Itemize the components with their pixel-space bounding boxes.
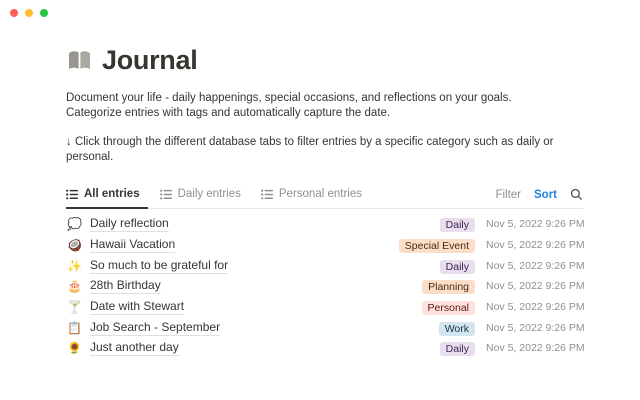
database-tabs [66, 188, 370, 208]
tab-personal-entries[interactable] [253, 188, 370, 209]
sort-button[interactable]: Sort [534, 188, 557, 201]
tag-pill[interactable]: Planning [422, 280, 475, 294]
entry-tag [422, 298, 475, 316]
entry-title[interactable]: Daily reflection [90, 216, 169, 231]
entry-date: Nov 5, 2022 9:26 PM [486, 259, 585, 272]
page-header [66, 45, 583, 76]
list-view-icon [160, 189, 172, 200]
entry-date: Nov 5, 2022 9:26 PM [486, 321, 585, 334]
entry-date: Nov 5, 2022 9:26 PM [486, 239, 585, 252]
tag-pill[interactable]: Special Event [399, 239, 475, 253]
list-view-icon [261, 189, 273, 200]
entries-list [66, 214, 583, 359]
entry-title[interactable]: 28th Birthday [90, 278, 161, 293]
close-window-button[interactable] [10, 9, 18, 17]
page-hint: ↓ Click through the different database tabs to filter entries by a specific category such as daily or personal. [66, 136, 554, 163]
entry-date: Nov 5, 2022 9:26 PM [486, 218, 585, 231]
open-book-icon[interactable] [66, 49, 93, 73]
page-description [66, 91, 583, 121]
entry-row[interactable] [66, 297, 583, 318]
entry-tag [440, 257, 475, 275]
entry-title[interactable]: Just another day [90, 340, 179, 355]
entry-date: Nov 5, 2022 9:26 PM [486, 301, 585, 314]
database-toolbar [495, 188, 583, 208]
entry-row[interactable] [66, 214, 583, 235]
tab-all-entries[interactable] [66, 188, 148, 209]
tag-pill[interactable]: Daily [440, 342, 475, 356]
filter-button[interactable]: Filter [495, 188, 521, 201]
tab-daily-entries[interactable] [152, 188, 249, 209]
entry-tag [440, 215, 475, 233]
entry-emoji-icon: 🌻 [67, 341, 82, 356]
entry-emoji-icon: 📋 [67, 320, 82, 335]
entry-row[interactable] [66, 255, 583, 276]
tab-label: Daily entries [177, 188, 241, 200]
description-line-2: Categorize entries with tags and automatically capture the date. [66, 107, 391, 119]
entry-emoji-icon: 🍸 [67, 300, 82, 315]
database-tabbar [66, 182, 583, 209]
entry-tag [422, 277, 475, 295]
tab-label: Personal entries [278, 188, 362, 200]
tag-pill[interactable]: Daily [440, 218, 475, 232]
description-line-1: Document your life - daily happenings, special occasions, and reflections on your goals. [66, 92, 512, 104]
entry-title[interactable]: Date with Stewart [90, 299, 185, 314]
entry-row[interactable] [66, 235, 583, 256]
tag-pill[interactable]: Daily [440, 260, 475, 274]
entry-tag [440, 339, 475, 357]
entry-date: Nov 5, 2022 9:26 PM [486, 280, 585, 293]
window-traffic-lights [10, 9, 48, 17]
entry-title[interactable]: So much to be grateful for [90, 257, 229, 272]
entry-title[interactable]: Job Search - September [90, 319, 221, 334]
page-title: Journal [102, 45, 198, 75]
tab-label: All entries [84, 188, 140, 200]
entry-row[interactable] [66, 276, 583, 297]
entry-row[interactable] [66, 338, 583, 359]
entry-emoji-icon: 🎂 [67, 279, 82, 294]
entry-emoji-icon: 🥥 [67, 238, 82, 253]
search-icon[interactable] [570, 188, 583, 201]
zoom-window-button[interactable] [40, 9, 48, 17]
entry-tag [399, 236, 475, 254]
entry-date: Nov 5, 2022 9:26 PM [486, 342, 585, 355]
page-content [66, 45, 583, 359]
entry-title[interactable]: Hawaii Vacation [90, 237, 176, 252]
minimize-window-button[interactable] [25, 9, 33, 17]
tag-pill[interactable]: Work [439, 322, 475, 336]
entry-emoji-icon: 💭 [67, 217, 82, 232]
entry-emoji-icon: ✨ [67, 258, 82, 273]
list-view-icon [66, 189, 78, 200]
tag-pill[interactable]: Personal [422, 301, 475, 315]
entry-row[interactable] [66, 317, 583, 338]
entry-tag [439, 319, 475, 337]
